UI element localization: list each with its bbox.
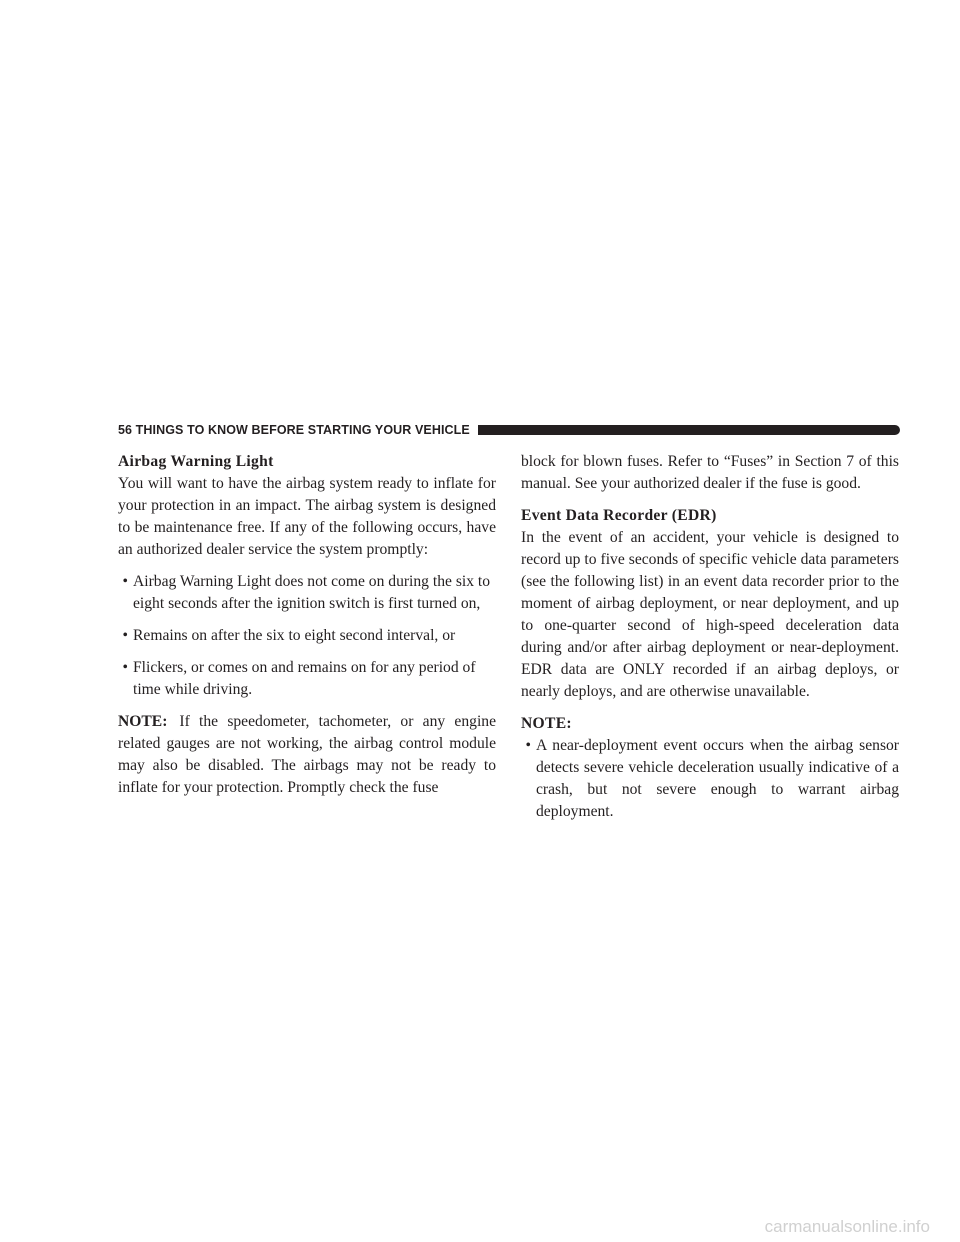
list-item-text: Remains on after the six to eight second interval, or (133, 627, 456, 644)
fuse-continuation-paragraph: block for blown fuses. Refer to “Fuses” in Section 7 of this manual. See your authorized dealer if the fuse is good. (521, 453, 899, 492)
note-label: NOTE: (118, 713, 168, 730)
list-item (118, 571, 496, 615)
list-item-text: Flickers, or comes on and remains on for any period of time while driving. (133, 659, 476, 698)
note-paragraph (118, 711, 496, 799)
event-data-recorder-heading: Event Data Recorder (EDR) (521, 507, 717, 524)
header-rule (478, 425, 900, 435)
bullet-icon: • (122, 627, 128, 644)
list-item (118, 657, 496, 701)
watermark: carmanualsonline.info (764, 1217, 930, 1236)
right-column (521, 451, 899, 823)
list-item (118, 625, 496, 647)
edr-paragraph: In the event of an accident, your vehicle is designed to record up to five seconds of specific vehicle data parameters (see the following list) in an event data recorder prior to the moment of airbag deployment, or near deployment, and up to one-quarter second of high-speed deceleration data during and/or after airbag deployment or near-deployment. EDR data are ONLY recorded if an airbag deploys, or nearly deploys, and are otherwise unavailable. (521, 529, 899, 700)
bullet-icon: • (525, 737, 531, 754)
page-number-and-section-title: 56 THINGS TO KNOW BEFORE STARTING YOUR VEHICLE (118, 423, 470, 437)
airbag-intro-paragraph: You will want to have the airbag system ready to inflate for your protection in an impact. The airbag system is designed to be maintenance free. If any of the following occurs, have an authorized dealer service the system promptly: (118, 475, 496, 558)
left-column (118, 451, 496, 799)
page-header (118, 418, 900, 442)
bullet-icon: • (122, 659, 128, 676)
airbag-warning-light-heading: Airbag Warning Light (118, 453, 274, 470)
note-label: NOTE: (521, 715, 572, 732)
list-item-text: Airbag Warning Light does not come on during the six to eight seconds after the ignition switch is first turned on, (133, 573, 491, 612)
note-text: If the speedometer, tachometer, or any engine related gauges are not working, the airbag control module may also be disabled. The airbags may not be ready to inflate for your protection. Promptly check the fuse (118, 713, 496, 796)
list-item (521, 735, 899, 823)
list-item-text: A near-deployment event occurs when the airbag sensor detects severe vehicle deceleration usually indicative of a crash, but not severe enough to warrant airbag deployment. (536, 737, 899, 820)
bullet-icon: • (122, 573, 128, 590)
